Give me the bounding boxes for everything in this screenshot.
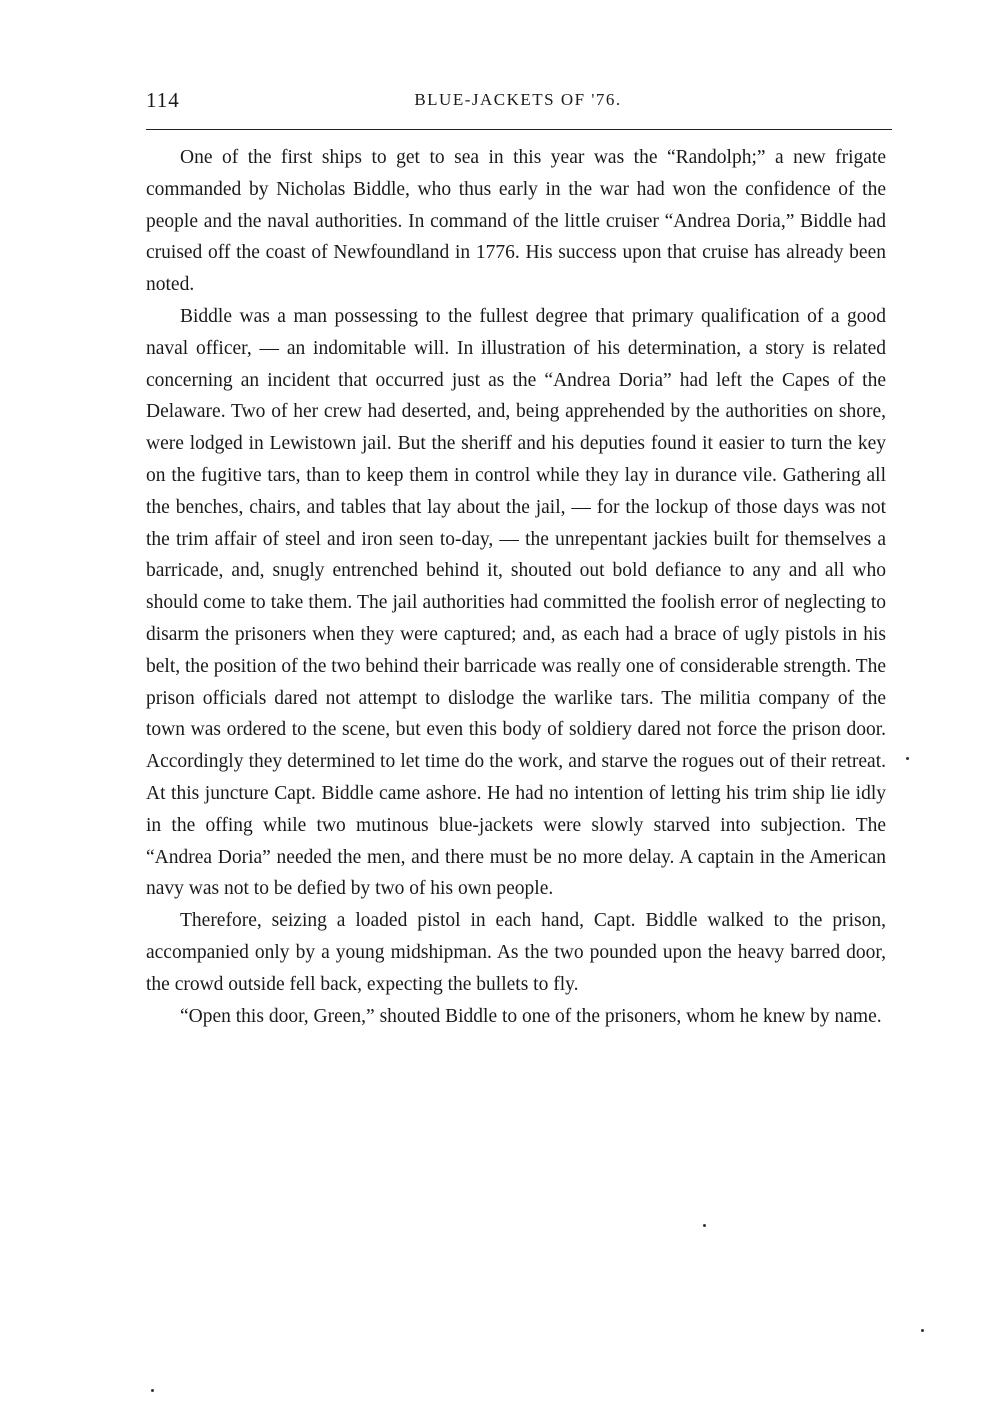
paragraph: “Open this door, Green,” shouted Biddle to one of the prisoners, whom he knew by name. [180,1005,882,1027]
print-speck [703,1224,706,1227]
header-rule [146,129,892,130]
running-head [146,88,890,118]
paragraph: One of the first ships to get to sea in this year was the “Randolph;” a new frigate commanded by Nicholas Biddle, who thus early in the war had won the confidence of the people and the naval authorities. In command of the little cruiser “Andrea Doria,” Biddle had cruised off the coast of Newfoundland in 1776. His success upon that cruise has already been noted. [146,147,886,296]
paragraph: Therefore, seizing a loaded pistol in each hand, Capt. Biddle walked to the prison, accompanied only by a young midshipman. As the two pounded upon the heavy barred door, the crowd outside fell back, expecting the bullets to fly. [146,910,886,995]
print-speck [151,1389,154,1392]
print-speck [906,757,909,760]
print-speck [921,1329,924,1332]
body-text [146,142,886,1032]
running-title: BLUE-JACKETS OF '76. [414,90,622,109]
paragraph: Biddle was a man possessing to the fullest degree that primary qualification of a good naval officer, — an indomitable will. In illustration of his determination, a story is related concerning an incident that occurred just as the “Andrea Doria” had left the Capes of the Delaware. Two of her crew had deserted, and, being apprehended by the authorities on shore, were lodged in Lewistown jail. But the sheriff and his deputies found it easier to turn the key on the fugitive tars, than to keep them in control while they lay in durance vile. Gathering all the benches, chairs, and tables that lay about the jail, — for the lockup of those days was not the trim affair of steel and iron seen to-day, — the unrepentant jackies built for themselves a barricade, and, snugly entrenched behind it, shouted out bold defiance to any and all who should come to take them. The jail authorities had committed the foolish error of neglecting to disarm the prisoners when they were captured; and, as each had a brace of ugly pistols in his belt, the position of the two behind their barricade was really one of considerable strength. The prison officials dared not attempt to dislodge the warlike tars. The militia company of the town was ordered to the scene, but even this body of soldiery dared not force the prison door. Accordingly they determined to let time do the work, and starve the rogues out of their retreat. At this juncture Capt. Biddle came ashore. He had no intention of letting his trim ship lie idly in the offing while two mutinous blue-jackets were slowly starved into subjection. The “Andrea Doria” needed the men, and there must be no more delay. A captain in the American navy was not to be defied by two of his own people. [146,305,886,900]
page-number: 114 [146,88,180,112]
